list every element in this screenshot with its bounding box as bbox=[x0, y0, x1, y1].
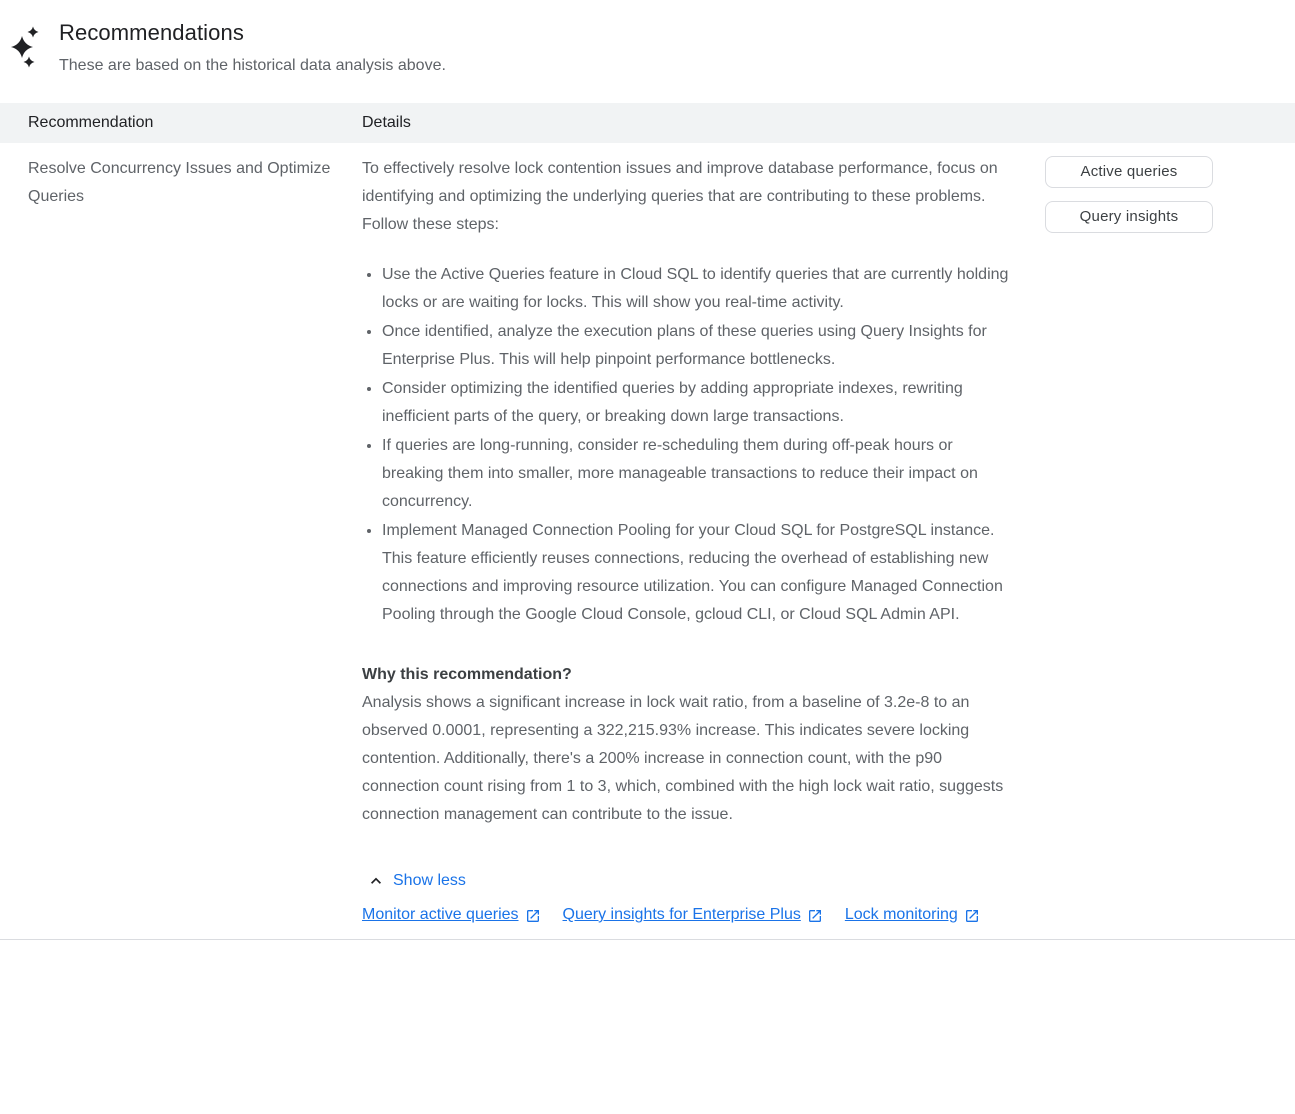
page-subtitle: These are based on the historical data analysis above. bbox=[59, 57, 446, 74]
open-in-new-icon bbox=[807, 907, 823, 924]
recommendations-header bbox=[0, 0, 1295, 78]
open-in-new-icon bbox=[964, 907, 980, 924]
column-header-recommendation: Recommendation bbox=[28, 114, 154, 131]
recommendation-cell: Resolve Concurrency Issues and Optimize Queries bbox=[28, 160, 331, 205]
chevron-up-icon bbox=[366, 871, 386, 891]
why-recommendation-heading: Why this recommendation? bbox=[362, 666, 572, 683]
list-item: • If queries are long-running, consider re-scheduling them during off-peak hours or breaking them into smaller, more manageable transactions to reduce their impact on concurrency. bbox=[382, 431, 1012, 516]
link-monitor-active-queries[interactable]: Monitor active queries bbox=[362, 901, 541, 929]
recommendations-table bbox=[0, 103, 1295, 940]
list-item: • Implement Managed Connection Pooling for your Cloud SQL for PostgreSQL instance. This feature efficiently reuses connections, reducing the overhead of establishing new connections and improving resource utilization. You can configure Managed Connection Pooling through the Google Cloud Console, gcloud CLI, or Cloud SQL Admin API. bbox=[382, 516, 1012, 629]
list-item: • Use the Active Queries feature in Cloud SQL to identify queries that are currently holding locks or are waiting for locks. This will show you real-time activity. bbox=[382, 260, 1012, 317]
show-less-label: Show less bbox=[393, 872, 466, 889]
list-item: • Consider optimizing the identified queries by adding appropriate indexes, rewriting inefficient parts of the query, or breaking down large transactions. bbox=[382, 374, 1012, 431]
table-header-row bbox=[0, 103, 1295, 143]
open-in-new-icon bbox=[525, 907, 541, 924]
table-row bbox=[0, 143, 1295, 940]
header-text-block bbox=[59, 18, 446, 78]
gemini-sparkle-icon bbox=[10, 25, 40, 74]
steps-list bbox=[362, 260, 1012, 629]
actions-cell bbox=[1022, 155, 1295, 929]
column-header-details: Details bbox=[362, 114, 411, 131]
query-insights-button[interactable]: Query insights bbox=[1045, 201, 1213, 233]
details-cell bbox=[362, 155, 1012, 929]
list-item: • Once identified, analyze the execution plans of these queries using Query Insights for Enterprise Plus. This will help pinpoint performance bottlenecks. bbox=[382, 317, 1012, 374]
link-query-insights-enterprise-plus[interactable]: Query insights for Enterprise Plus bbox=[563, 901, 823, 929]
page-title: Recommendations bbox=[59, 20, 244, 45]
link-lock-monitoring[interactable]: Lock monitoring bbox=[845, 901, 980, 929]
why-recommendation-text: Analysis shows a significant increase in lock wait ratio, from a baseline of 3.2e-8 to an observed 0.0001, representing a 322,215.93% increase. This indicates severe locking contention. Additionally, there's a 200% increase in connection count, with the p90 connection count rising from 1 to 3, which, combined with the high lock wait ratio, suggests connection management can contribute to the issue. bbox=[362, 694, 1004, 823]
show-less-button[interactable] bbox=[366, 871, 466, 891]
documentation-links bbox=[362, 901, 1012, 929]
active-queries-button[interactable]: Active queries bbox=[1045, 156, 1213, 188]
details-intro: To effectively resolve lock contention issues and improve database performance, focus on identifying and optimizing the underlying queries that are contributing to these problems. Follow these steps: bbox=[362, 160, 998, 233]
